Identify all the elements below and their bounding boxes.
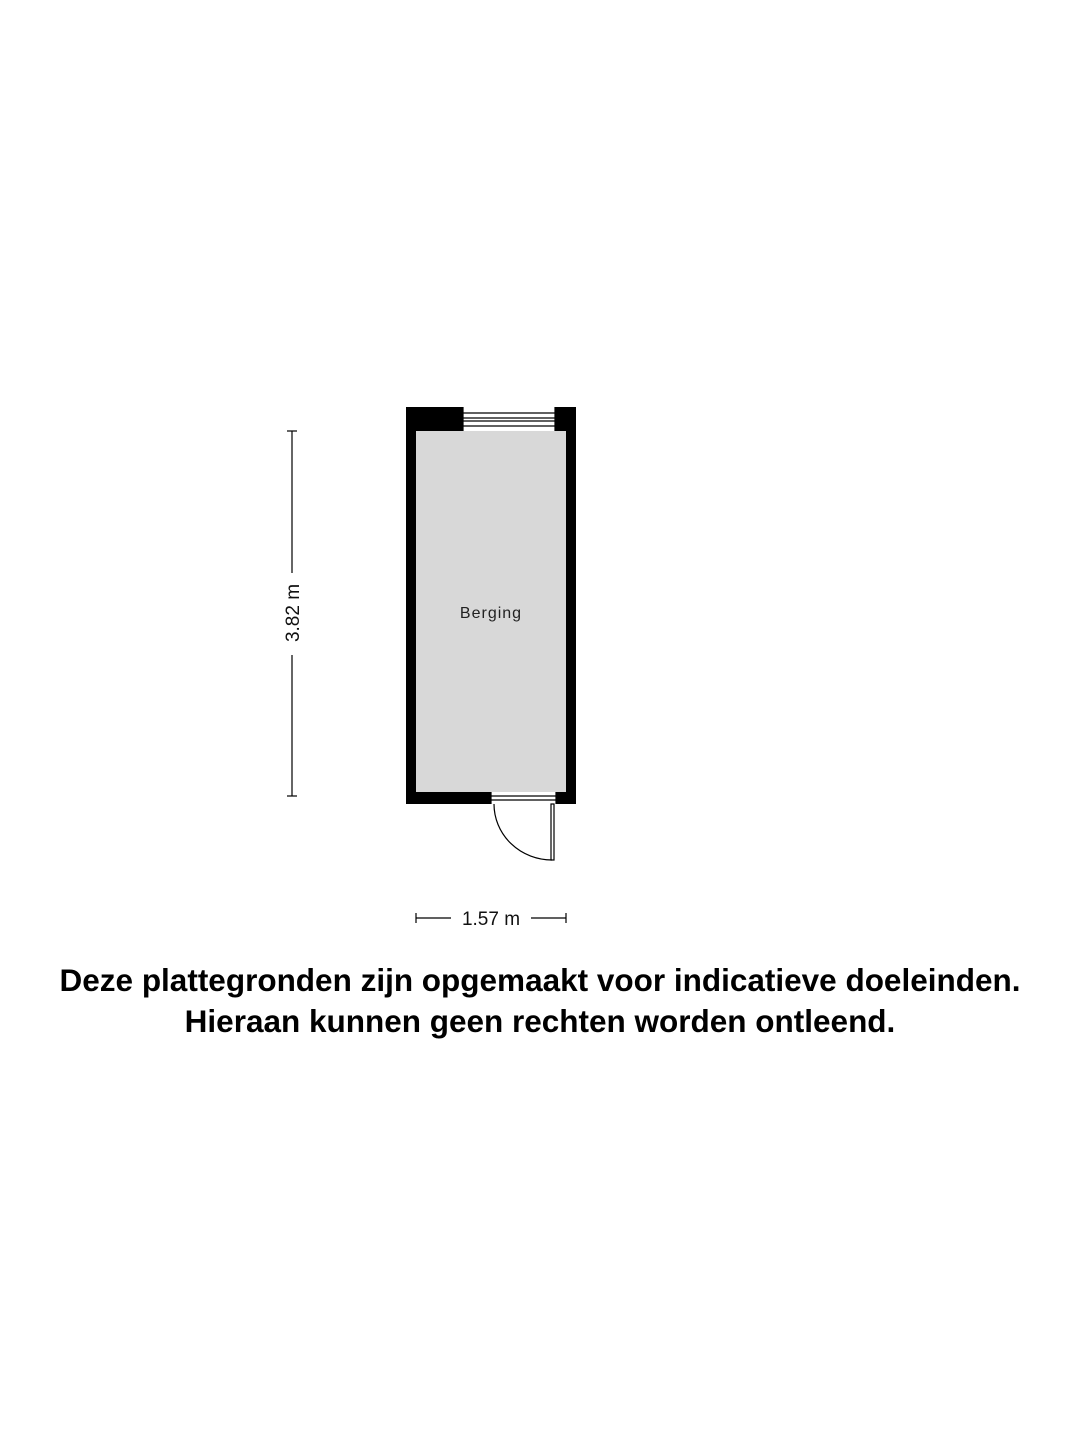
window xyxy=(463,407,555,431)
horizontal-dimension-label: 1.57 m xyxy=(461,909,521,930)
disclaimer-line-2: Hieraan kunnen geen rechten worden ontleend. xyxy=(184,1003,896,1039)
disclaimer-line-1: Deze plattegronden zijn opgemaakt voor indicatieve doeleinden. xyxy=(59,962,1021,998)
vertical-dimension xyxy=(283,431,304,796)
vertical-dimension-label: 3.82 m xyxy=(283,583,304,643)
room-label: Berging xyxy=(459,605,523,622)
horizontal-dimension xyxy=(416,909,566,930)
door xyxy=(491,792,556,860)
